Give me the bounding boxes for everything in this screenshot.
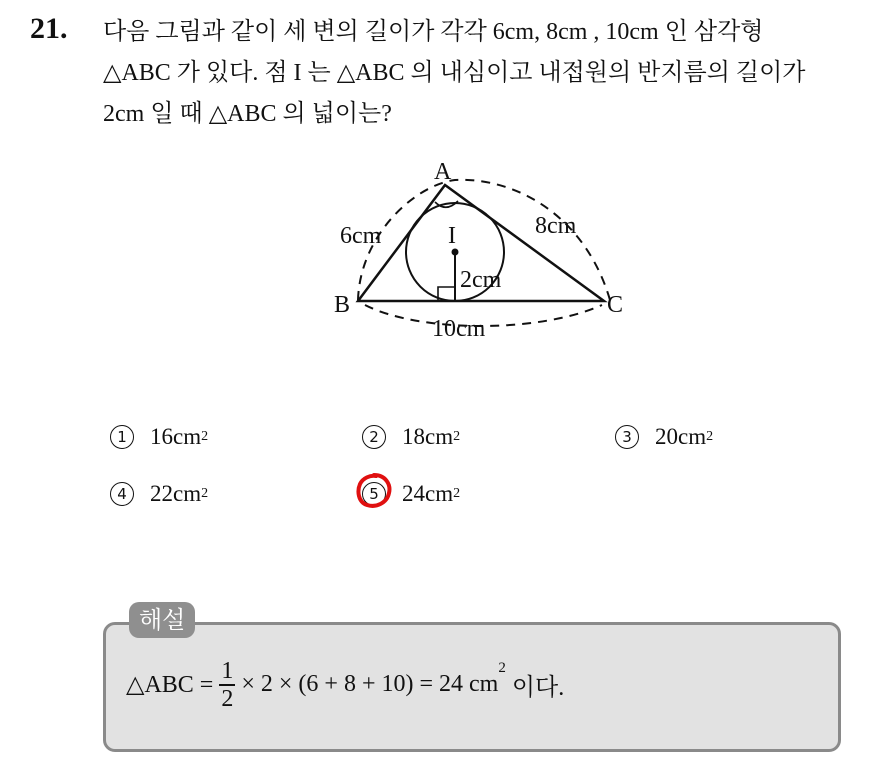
choice-marker: 5 [362,482,386,506]
choice-sup: 2 [706,429,714,444]
triangle-figure [320,155,640,355]
label-side-ab: 6cm [340,223,382,249]
choice-marker: 1 [110,425,134,449]
fraction-half [219,658,235,712]
choice-value: 20cm [655,424,707,449]
solution-equation [126,658,564,712]
choice-sup: 2 [453,429,461,444]
fraction-numerator: 1 [221,658,234,684]
choice-marker: 3 [615,425,639,449]
choice-marker: 2 [362,425,386,449]
label-i: I [448,223,456,249]
solution-tag: 해설 [129,602,195,638]
solution-lhs: △ABC = [126,672,214,699]
choice-3[interactable] [615,424,713,450]
selected-answer-mark [354,471,394,511]
question-line-2: △ABC 가 있다. 점 I 는 △ABC 의 내심이고 내접원의 반지름의 길이가 [103,60,806,86]
choice-marker: 4 [110,482,134,506]
label-side-ac: 8cm [535,213,577,239]
question-number: 21. [30,12,68,45]
choice-4[interactable] [110,481,208,507]
label-c: C [607,292,624,318]
choice-value: 22cm [150,481,202,506]
choice-value: 16cm [150,424,202,449]
question-line-1: 다음 그림과 같이 세 변의 길이가 각각 6cm, 8cm , 10cm 인 삼각형 [103,19,764,45]
choice-5[interactable] [362,481,460,507]
solution-expression: × 2 × (6 + 8 + 10) = 24 cm [241,671,499,698]
label-a: A [434,159,452,185]
label-b: B [334,292,351,318]
choice-sup: 2 [201,486,209,501]
question-line-3: 2cm 일 때 △ABC 의 넓이는? [103,101,392,127]
choice-value: 18cm [402,424,454,449]
question-text [103,12,873,135]
label-side-bc: 10cm [432,316,486,342]
solution-sup: 2 [498,660,506,676]
choice-value: 24cm [402,481,454,506]
solution-tail: 이다. [505,675,565,702]
choice-1[interactable] [110,424,208,450]
choice-sup: 2 [453,486,461,501]
label-radius: 2cm [460,267,502,293]
fraction-denominator: 2 [221,685,234,712]
choice-2[interactable] [362,424,460,450]
choice-sup: 2 [201,429,209,444]
